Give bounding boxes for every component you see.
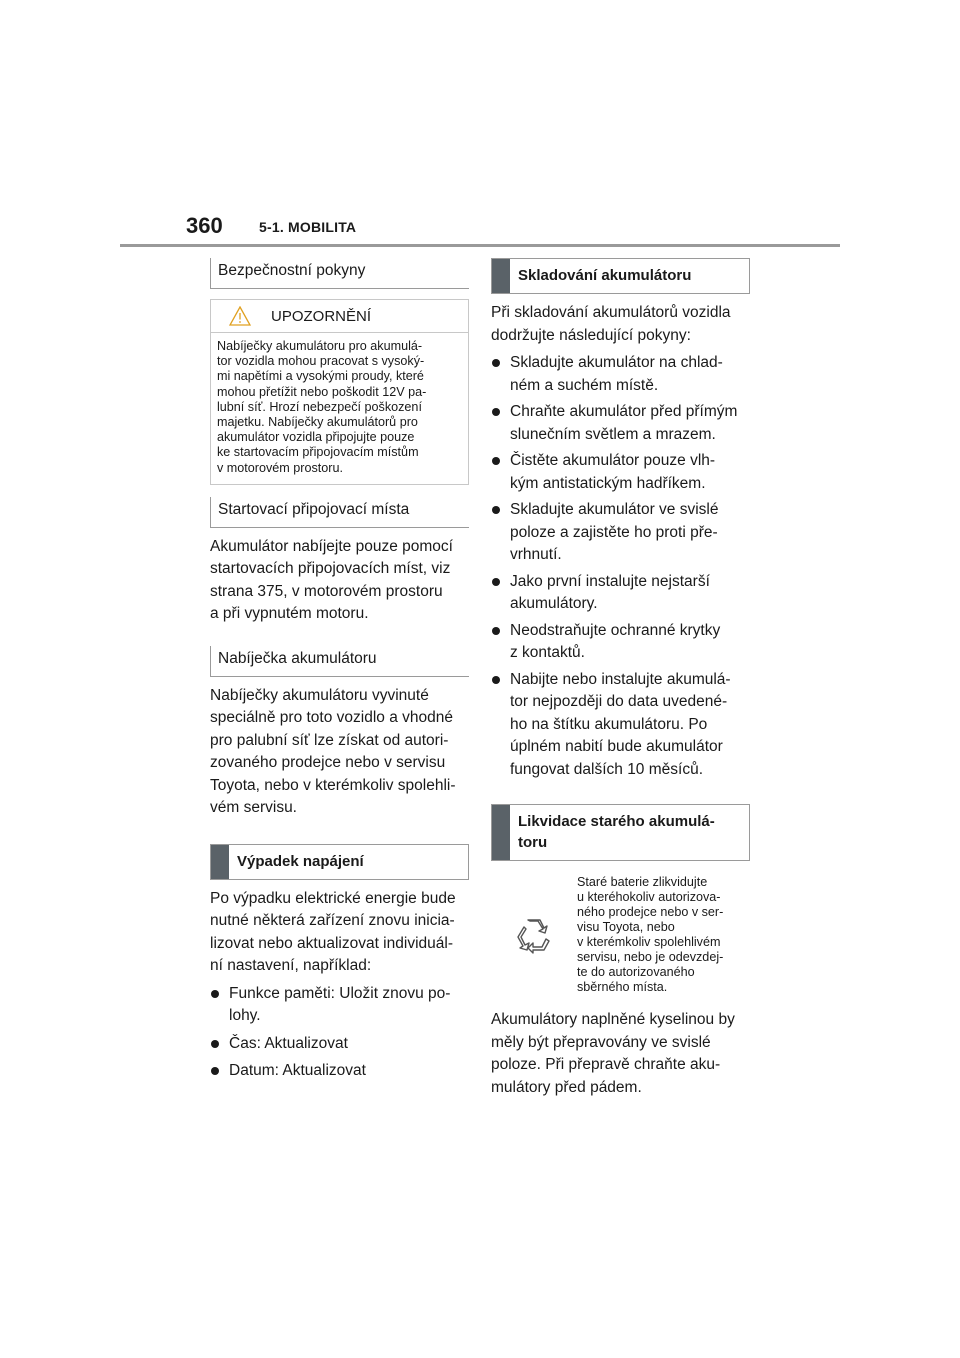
text-line: v kterémkoliv spolehlivém — [577, 935, 721, 949]
warning-line: tor vozidla mohou pracovat s vysoký- — [217, 354, 425, 369]
text-line: poloze a zajistěte ho proti pře- — [510, 523, 718, 541]
text-line: u kteréhokoliv autorizova- — [577, 890, 721, 904]
text-line: Nabíječky akumulátoru vyvinuté — [210, 686, 429, 704]
list-item — [491, 401, 750, 446]
text-line: strana 375, v motorovém prostoru — [210, 582, 443, 600]
text-line: startovacích připojovacích míst, viz — [210, 560, 451, 578]
text-line: Při skladování akumulátorů vozidla — [491, 304, 731, 321]
text-line: tor nejpozději do data uvedené- — [510, 693, 728, 710]
text-line: Neodstraňujte ochranné krytky — [510, 621, 721, 639]
warning-line: Nabíječky akumulátoru pro akumulá- — [217, 339, 423, 353]
heading-bar — [211, 845, 229, 879]
charger-text — [210, 685, 469, 820]
page-number: 360 — [186, 213, 223, 238]
text-line: kým antistatickým hadříkem. — [510, 474, 706, 492]
text-line: Toyota, nebo v kterémkoliv spolehli- — [210, 776, 456, 794]
text-line: Chraňte akumulátor před přímým — [510, 403, 738, 420]
list-item — [491, 499, 750, 567]
list-item — [491, 352, 750, 397]
text-line: Skladujte akumulátor ve svislé — [510, 501, 719, 518]
text-line: lizovat nebo aktualizovat individuál- — [210, 934, 453, 952]
text-line: pro palubní síť lze získat od autori- — [210, 731, 449, 749]
text-line: Akumulátor nabíjejte pouze pomocí — [210, 537, 453, 555]
text-line: Akumulátory naplněné kyselinou by — [491, 1011, 735, 1028]
text-line: slunečním světlem a mrazem. — [510, 425, 716, 443]
list-item — [491, 669, 750, 782]
text-line: visu Toyota, nebo — [577, 920, 675, 934]
recycle-icon-wrap — [491, 915, 577, 955]
warning-title: UPOZORNĚNÍ — [271, 307, 372, 325]
header-rule — [120, 244, 840, 247]
warning-line: lubní síť. Hrozí nebezpečí poškození — [217, 399, 422, 414]
warning-triangle-icon — [229, 306, 251, 326]
text-line: Čas: Aktualizovat — [229, 1034, 348, 1052]
text-line: zovaného prodejce nebo v servisu — [210, 754, 446, 772]
left-column — [210, 258, 469, 1083]
text-line: nutné některá zařízení znovu inicia- — [210, 912, 455, 930]
text-line: Skladujte akumulátor na chlad- — [510, 354, 723, 371]
text-line: vrhnutí. — [510, 546, 562, 563]
list-item — [210, 1033, 469, 1056]
text-line: lohy. — [229, 1007, 261, 1025]
text-line: a při vypnutém motoru. — [210, 605, 369, 623]
warning-line: mi napětími a vysokými proudy, které — [217, 369, 424, 384]
text-line: servisu, nebo je odevzdej- — [577, 950, 724, 964]
text-line: Čistěte akumulátor pouze vlh- — [510, 452, 716, 469]
power-outage-list — [210, 983, 469, 1083]
warning-line: majetku. Nabíječky akumulátorů pro — [217, 415, 418, 430]
text-line: speciálně pro toto vozidlo a vhodné — [210, 709, 453, 727]
text-line: Po výpadku elektrické energie bude — [210, 889, 456, 907]
text-line: vém servisu. — [210, 799, 297, 817]
list-item — [491, 620, 750, 665]
text-line: Jako první instalujte nejstarší — [510, 572, 710, 590]
text-line: ní nastavení, například: — [210, 957, 372, 975]
power-outage-text — [210, 888, 469, 978]
text-line: Datum: Aktualizovat — [229, 1062, 366, 1080]
text-line: sběrného místa. — [577, 980, 668, 994]
transport-text — [491, 1009, 750, 1099]
text-line: Staré baterie zlikvidujte — [577, 875, 708, 889]
text-line: měly být přepravovány ve svislé — [491, 1033, 711, 1051]
text-line: dodržujte následující pokyny: — [491, 326, 691, 344]
disposal-note — [491, 875, 750, 995]
warning-line: akumulátor vozidla připojujte pouze — [217, 430, 415, 445]
disposal-heading-label — [510, 805, 723, 860]
warning-box — [210, 299, 469, 485]
text-line: mulátory před pádem. — [491, 1078, 642, 1096]
text-line: Likvidace starého akumulá- — [518, 813, 715, 830]
heading-bar — [492, 259, 510, 293]
power-outage-heading-label: Výpadek napájení — [237, 852, 364, 870]
text-line: akumulátory. — [510, 595, 598, 612]
text-line: te do autorizovaného — [577, 965, 695, 979]
disposal-note-text — [577, 875, 749, 995]
text-line: úplném nabití bude akumulátor — [510, 738, 723, 755]
text-line: ného prodejce nebo v ser- — [577, 905, 724, 919]
right-column — [491, 258, 750, 1099]
list-item — [210, 983, 469, 1028]
charger-heading: Nabíječka akumulátoru — [210, 646, 469, 677]
text-line: fungovat dalších 10 měsíců. — [510, 760, 704, 778]
recycle-icon — [514, 915, 554, 955]
text-line: Funkce paměti: Uložit znovu po- — [229, 984, 451, 1002]
text-line: z kontaktů. — [510, 644, 585, 661]
power-outage-heading — [210, 844, 469, 880]
text-line: toru — [518, 834, 548, 851]
text-line: poloze. Při přepravě chraňte aku- — [491, 1056, 721, 1073]
heading-bar — [492, 805, 510, 860]
text-line: ném a suchém místě. — [510, 376, 659, 394]
warning-text — [211, 333, 468, 476]
list-item — [210, 1060, 469, 1083]
storage-list — [491, 352, 750, 781]
disposal-heading — [491, 804, 750, 861]
list-item — [491, 450, 750, 495]
storage-heading — [491, 258, 750, 294]
storage-heading-label: Skladování akumulátoru — [518, 267, 692, 284]
warning-line: mohou přetížit nebo poškodit 12V pa- — [217, 384, 427, 399]
warning-header — [211, 300, 468, 333]
list-item — [491, 571, 750, 616]
start-points-text — [210, 536, 469, 626]
text-line: ho na štítku akumulátoru. Po — [510, 715, 708, 733]
text-line: Nabijte nebo instalujte akumulá- — [510, 670, 731, 688]
section-title: 5-1. MOBILITA — [259, 219, 357, 235]
safety-heading: Bezpečnostní pokyny — [210, 258, 469, 289]
warning-line: ke startovacím připojovacím místům — [217, 445, 419, 460]
start-points-heading: Startovací připojovací místa — [210, 497, 469, 528]
warning-line: v motorovém prostoru. — [217, 460, 343, 475]
storage-intro — [491, 302, 750, 347]
